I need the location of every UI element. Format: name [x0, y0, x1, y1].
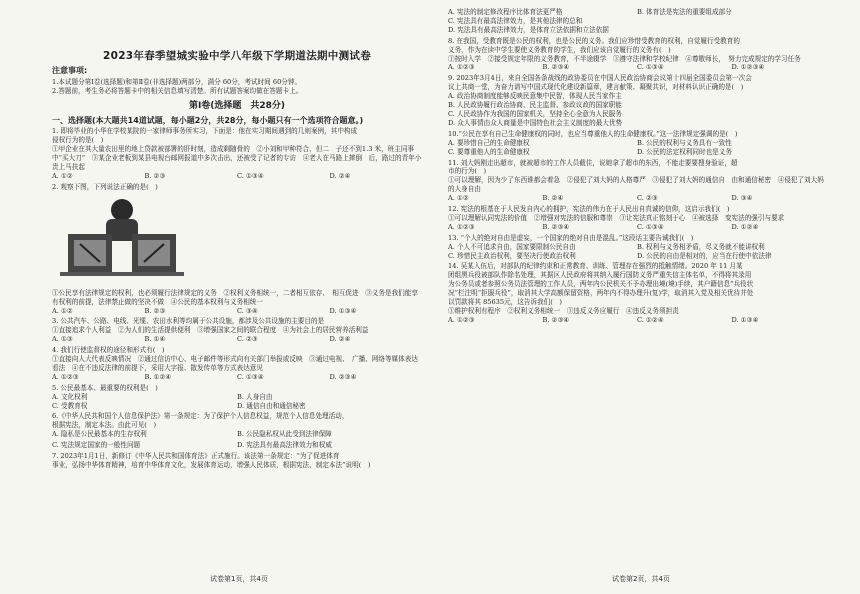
- statement-item: ①按时入学: [448, 54, 488, 63]
- question-items: [52, 355, 422, 373]
- answer-option[interactable]: B. 人民政协履行政治协商、民主监督、参政议政的国家职能: [448, 101, 622, 110]
- question-stem: 7. 2023年1月1日，新修订《中华人民共和国体育法》正式施行。该法第一条规定：“为了促进体育: [52, 452, 340, 461]
- question-stem: 义务，作为在读中学生要使义务教育的学生，我们应该自觉履行的义务有( ): [448, 45, 671, 54]
- question-block: [52, 441, 422, 452]
- question-stem: 8. 在我国，受教育既是公民的权利，也是公民的义务。我们应珍惜受教育的权利，自觉履行受教育的: [448, 36, 740, 45]
- answer-option[interactable]: D. ②③④: [329, 372, 357, 381]
- answer-option[interactable]: C. 人民政协作为我国的国家机关，坚持全心全意为人民服务: [448, 109, 622, 118]
- answer-option[interactable]: C. ②③: [637, 194, 658, 203]
- exam-title: 2023年春季望城实验中学八年级下学期道法期中测试卷: [102, 50, 372, 62]
- answer-option[interactable]: C. ①③④: [237, 171, 264, 180]
- statement-item: ③增强国家之间的联合程度: [197, 326, 283, 335]
- answer-options: [448, 63, 826, 72]
- answer-options: [448, 316, 826, 325]
- question-stem: 事业，弘扬中华体育精神，培育中华体育文化，发展体育运动，增强人民体质，根据宪法，制定本法”说明( ): [52, 461, 371, 469]
- notice-heading: 注意事项:: [52, 65, 88, 75]
- answer-options: [448, 194, 826, 203]
- answer-option[interactable]: C. 受教育权: [52, 401, 88, 410]
- notice-line: 1.本试题分第Ⅰ卷(选择题)和第Ⅱ卷(非选择题)两部分，满分 60分，考试时间 60分钟。: [52, 77, 302, 86]
- question-stem: 14. 吴某入伍后，对部队的纪律约束和正常教育、训练、管理存在强烈的抵触情绪。2020 年 11 月某: [448, 262, 743, 271]
- left-page: [52, 8, 422, 472]
- question-block: [52, 346, 422, 384]
- answer-option[interactable]: B. 公民隐私权从此受到法律保障: [237, 430, 332, 439]
- part-heading: 第Ⅰ卷(选择题 共28分): [188, 100, 286, 111]
- answer-option[interactable]: D. ①②④: [731, 222, 759, 231]
- answer-options: [52, 307, 422, 316]
- answer-option[interactable]: A. 文化权利: [52, 392, 88, 401]
- answer-option[interactable]: D. ②④: [329, 335, 351, 344]
- question-stem: 为公务员或者参照公务员法管理的工作人员，两年内公民机关不予办理出境(境)手续，其户籍信息“兵役状: [448, 280, 754, 289]
- question-block: [448, 37, 826, 75]
- answer-options: [448, 139, 826, 157]
- answer-option[interactable]: B. ②④: [542, 194, 564, 203]
- question-stem: 5. 公民最基本、最重要的权利是( ): [52, 383, 158, 392]
- statement-item: ④老人在马路上摔倒: [302, 154, 369, 163]
- question-stem: 6.《中华人民共和国个人信息保护法》第一条规定：为了保护个人信息权益，规范个人信息处理活动，: [52, 412, 349, 421]
- answer-option[interactable]: D. 公民的法定权利同时也是义务: [637, 147, 732, 156]
- statement-item: 努力完成规定的学习任务: [728, 54, 808, 63]
- answer-options: [52, 430, 422, 439]
- question-items: [52, 289, 422, 307]
- question-stem: 以罚款将其 85635元，这告诉我们( ): [448, 298, 562, 307]
- answer-option[interactable]: B. 权利与义务相矛盾，尽义务就不能讲权利: [637, 242, 765, 251]
- question-block: [52, 384, 422, 413]
- answer-option[interactable]: D. 宪法具有最高法律效力，是体育立法依据和立法依据: [448, 25, 609, 34]
- statement-item: ②权利义务相统一，二者相互依存、: [223, 288, 333, 297]
- statement-item: ③通过电视、: [309, 355, 353, 364]
- question-stem: 11. 刘大妈刚走出超市，就被超市的工作人员截住，说她拿了超市的东西，不能走要要搜身验证，超: [448, 158, 738, 167]
- question-block: [52, 183, 422, 318]
- question-items: [448, 307, 826, 316]
- answer-option[interactable]: C. ③④: [237, 306, 258, 315]
- answer-option[interactable]: A. ①②③: [448, 63, 475, 72]
- answer-option[interactable]: C. ②③: [237, 335, 258, 344]
- statement-item: 后，路过的青年小贵上马扶起: [52, 154, 422, 172]
- statement-item: ①可以理解，因为少了东西谁都会着急: [448, 176, 567, 185]
- answer-options: [52, 172, 422, 181]
- answer-option[interactable]: C. 宪法具有最高法律效力，是其他法律的总和: [448, 16, 583, 25]
- statement-item: ②增强对宪法的信服和尊崇: [533, 213, 620, 222]
- answer-option[interactable]: C. ①③④: [637, 222, 664, 231]
- answer-option[interactable]: A. ①②: [52, 171, 73, 180]
- statement-item: ②小刘和甲种符合，但二: [256, 145, 336, 154]
- statement-item: ③某企业老板到某县电视台邮网报道中多次击出，还被受了记者的专访: [91, 154, 303, 163]
- answer-option[interactable]: B. ②③④: [542, 63, 570, 72]
- answer-option[interactable]: B. 人身自由: [237, 392, 273, 401]
- question-items: [52, 145, 422, 172]
- answer-option[interactable]: C. 要尊重他人的生命健康权: [448, 147, 530, 156]
- answer-option[interactable]: B. ②③: [144, 306, 166, 315]
- statement-item: ②权利义务相统一: [507, 307, 567, 315]
- question-block: [448, 205, 826, 234]
- answer-option[interactable]: C. 珍惜民主政治权利，要坚决行使政治权利: [448, 251, 576, 260]
- question-stem: 13. “个人的绝对自由是虚妄，一个国家的绝对自由是混乱。”这段话主要告诫我们( ): [448, 233, 694, 242]
- question-illustration: [60, 194, 184, 284]
- right-page: [448, 8, 826, 327]
- question-stem: 4. 我们行使监督权的途径和形式有( ): [52, 346, 165, 355]
- answer-option[interactable]: B. 体育法是宪法的重要组成部分: [637, 8, 732, 16]
- question-items: [448, 176, 826, 194]
- answer-option[interactable]: D. 宪法具有最高法律效力和权威: [237, 441, 332, 450]
- answer-option[interactable]: A. 个人不可追求自由，国家要限制公民自由: [448, 242, 576, 251]
- answer-options: [52, 335, 422, 344]
- statement-item: ④被选择: [691, 213, 725, 222]
- question-items: [52, 326, 422, 335]
- statement-item: ①维护权利有程序: [448, 307, 508, 315]
- notice-line: 2.答题前，考生务必将答题卡中的相关信息填写清楚。所有试题答案均做在答题卡上。: [52, 86, 303, 95]
- question-block: [448, 234, 826, 263]
- statement-item: 子还不到1.3 米，班主同事中“买大刀”: [52, 145, 415, 163]
- question-block: [52, 127, 422, 182]
- answer-option[interactable]: C. 宪法规定国家的一般性问题: [52, 441, 141, 450]
- question-block: [448, 130, 826, 159]
- question-items: [448, 214, 826, 223]
- question-block: [448, 74, 826, 129]
- answer-option[interactable]: D. 通信自由和通信秘密: [237, 401, 306, 410]
- question-block: [52, 452, 422, 472]
- page-footer: 试卷第2页，共4页: [612, 575, 670, 583]
- statement-item: ①公民享有法律规定的权利，也必须履行法律规定的义务: [52, 288, 224, 297]
- section-heading: 一、选择题(本大题共14道试题，每小题2分，共28分，每小题只有一个选项符合题意。): [52, 115, 364, 125]
- statement-item: ①可以理解认同宪法的价值: [448, 213, 534, 222]
- question-items: [448, 55, 826, 64]
- question-stem: 团组黑兵役被部队作除名处理，其据区人民政府将其纳入履行国防义务严重失信主体名单，不得将其录用: [448, 271, 752, 280]
- statement-item: ①直接向人大代表反映情况: [52, 355, 138, 364]
- statement-item: ②侵犯了刘大妈的人格尊严: [566, 176, 653, 185]
- answer-option[interactable]: B. 公民的权利与义务具有一致性: [637, 138, 732, 147]
- answer-option[interactable]: D. ③④: [731, 194, 753, 203]
- question-stem: 侵权行为的是( ): [52, 136, 104, 145]
- answer-option[interactable]: B. ①④: [144, 335, 166, 344]
- question-list: [448, 8, 826, 327]
- question-list: [52, 127, 422, 471]
- answer-options: [52, 441, 422, 450]
- answer-option[interactable]: A. 政治协商制度能够反映民意集中民智，体现人民当家作主: [448, 92, 622, 101]
- statement-item: ③侵犯了刘大妈的通信自: [652, 176, 732, 185]
- statement-item: ④侵犯了刘大妈的人身自由: [448, 176, 824, 194]
- statement-item: ④在不违反法律的前提下，采用大字报、散发传单等方式表达意见: [71, 363, 270, 372]
- statement-item: ④公民的基本权利与义务相统一: [170, 297, 270, 306]
- statement-item: ④为社会上的居民营养活利益: [282, 326, 376, 335]
- answer-option[interactable]: D. ①②③④: [731, 63, 765, 72]
- statement-item: 广播、网络等媒体表达看法: [52, 355, 418, 372]
- answer-option[interactable]: B. ②③④: [542, 315, 570, 324]
- question-stem: 2. 观察下图，下列说法正确的是( ): [52, 182, 158, 191]
- answer-option[interactable]: C. ①③④: [237, 372, 264, 381]
- statement-item: ②通过信访中心、电子邮件等形式向有关部门举报或反映: [137, 355, 310, 364]
- answer-option[interactable]: A. ①②: [52, 306, 73, 315]
- question-stem: 市的行为( ): [448, 167, 487, 176]
- answer-option[interactable]: A. 隐私是公民最基本的生存权利: [52, 430, 147, 439]
- answer-options: [448, 223, 826, 232]
- statement-item: ②为人们的生活提供便利: [117, 326, 198, 335]
- answer-option[interactable]: C. ①③④: [637, 63, 664, 72]
- answer-option[interactable]: A. ①②: [448, 194, 469, 203]
- statement-item: ②接受规定年限的义务教育，不半途辍学: [487, 54, 613, 63]
- question-block: [52, 412, 422, 441]
- question-stem: 1. 即将毕业的小华在学校某院的一家律师事务所实习，下面是：他在实习期间遇到的几则案例，其中构成: [52, 127, 358, 136]
- statement-item: 相互促进: [332, 288, 366, 297]
- statement-item: ③违反义务应履行: [566, 307, 627, 315]
- question-block: [448, 8, 826, 37]
- answer-option[interactable]: D. ②④: [329, 171, 351, 180]
- question-stem: 9. 2023年3月4日，来自全国各条战线的政协委员在中国人民政治协商会议第十四届全国委员会第一次会: [448, 74, 752, 83]
- question-block: [448, 262, 826, 326]
- answer-options: [448, 92, 826, 128]
- answer-option[interactable]: D. ①③④: [329, 306, 357, 315]
- answer-option[interactable]: D. 众人事情由众人商量是中国特色社会主义制度的最大优势: [448, 118, 623, 127]
- question-stem: 3. 公共汽车、公路、电线、光缆、农田水利等均属于公共设施，都涉及公共设施的主要目的是: [52, 317, 325, 326]
- question-stem: 况”栏注明“拒服兵役”，取消其大学高额保留资格，两年内不得办理升(复)学，取消其入党及相关优待并处: [448, 289, 754, 298]
- answer-option[interactable]: A. ①②③: [448, 222, 475, 231]
- statement-item: 由和通信秘密: [731, 176, 778, 185]
- answer-option[interactable]: B. ①②④: [144, 372, 172, 381]
- answer-option[interactable]: C. ①②④: [637, 315, 664, 324]
- answer-option[interactable]: A. ①②③: [52, 372, 79, 381]
- answer-option[interactable]: A. 要珍惜自己的生命健康权: [448, 138, 530, 147]
- answer-option[interactable]: A. ①③: [52, 335, 73, 344]
- answer-options: [448, 243, 826, 261]
- statement-item: ①甲企业在其大量农田里的地上贷款被部署的肝时刻，造成剩随骨的: [52, 145, 257, 154]
- question-stem: 根据宪法，制定本法。由此可见( ): [52, 421, 157, 430]
- statement-item: ④违反义务须担责: [626, 307, 686, 315]
- question-stem: 10.“公民在享有自己生命健康权的同时，也应当尊重他人的生命健康权。”这一法律规定强调的是( ): [448, 129, 738, 138]
- answer-options: [52, 373, 422, 382]
- answer-option[interactable]: A. ①②③: [448, 315, 475, 324]
- statement-item: ③让宪法真正铭刻于心: [619, 213, 692, 222]
- statement-item: ③义务是我们能享有权利的前提，法律禁止做的坚决不做: [52, 288, 418, 306]
- question-block: [52, 317, 422, 346]
- answer-option[interactable]: B. ②③: [144, 171, 166, 180]
- question-stem: 议上共商一堂，为奋力谱写中国式现代化建设新篇章，建言献策、凝聚共识，对材料认识正确的是( ): [448, 83, 744, 92]
- answer-options: [52, 393, 422, 411]
- answer-options: [448, 8, 826, 35]
- statement-item: ③遵守法律和学校纪律: [612, 54, 686, 63]
- statement-item: ④尊敬师长，: [685, 54, 729, 63]
- question-stem: 12. 宪法的根基在于人民发自内心的拥护，宪法的伟力在于人民出自真诚的信仰，这启示我们( ): [448, 205, 730, 214]
- answer-option[interactable]: B. ②③④: [542, 222, 570, 231]
- statement-item: ①直接追求个人利益: [52, 326, 118, 335]
- statement-item: 变宪法的强引与要求: [724, 213, 791, 222]
- answer-option[interactable]: D. ①③④: [731, 315, 759, 324]
- answer-option[interactable]: A. 宪法的制定修改程序比体育法更严格: [448, 8, 563, 16]
- question-block: [448, 159, 826, 206]
- answer-option[interactable]: D. 公民的自由是相对的，应当在行使中依法律: [637, 251, 772, 260]
- page-footer: 试卷第1页，共4页: [210, 575, 268, 583]
